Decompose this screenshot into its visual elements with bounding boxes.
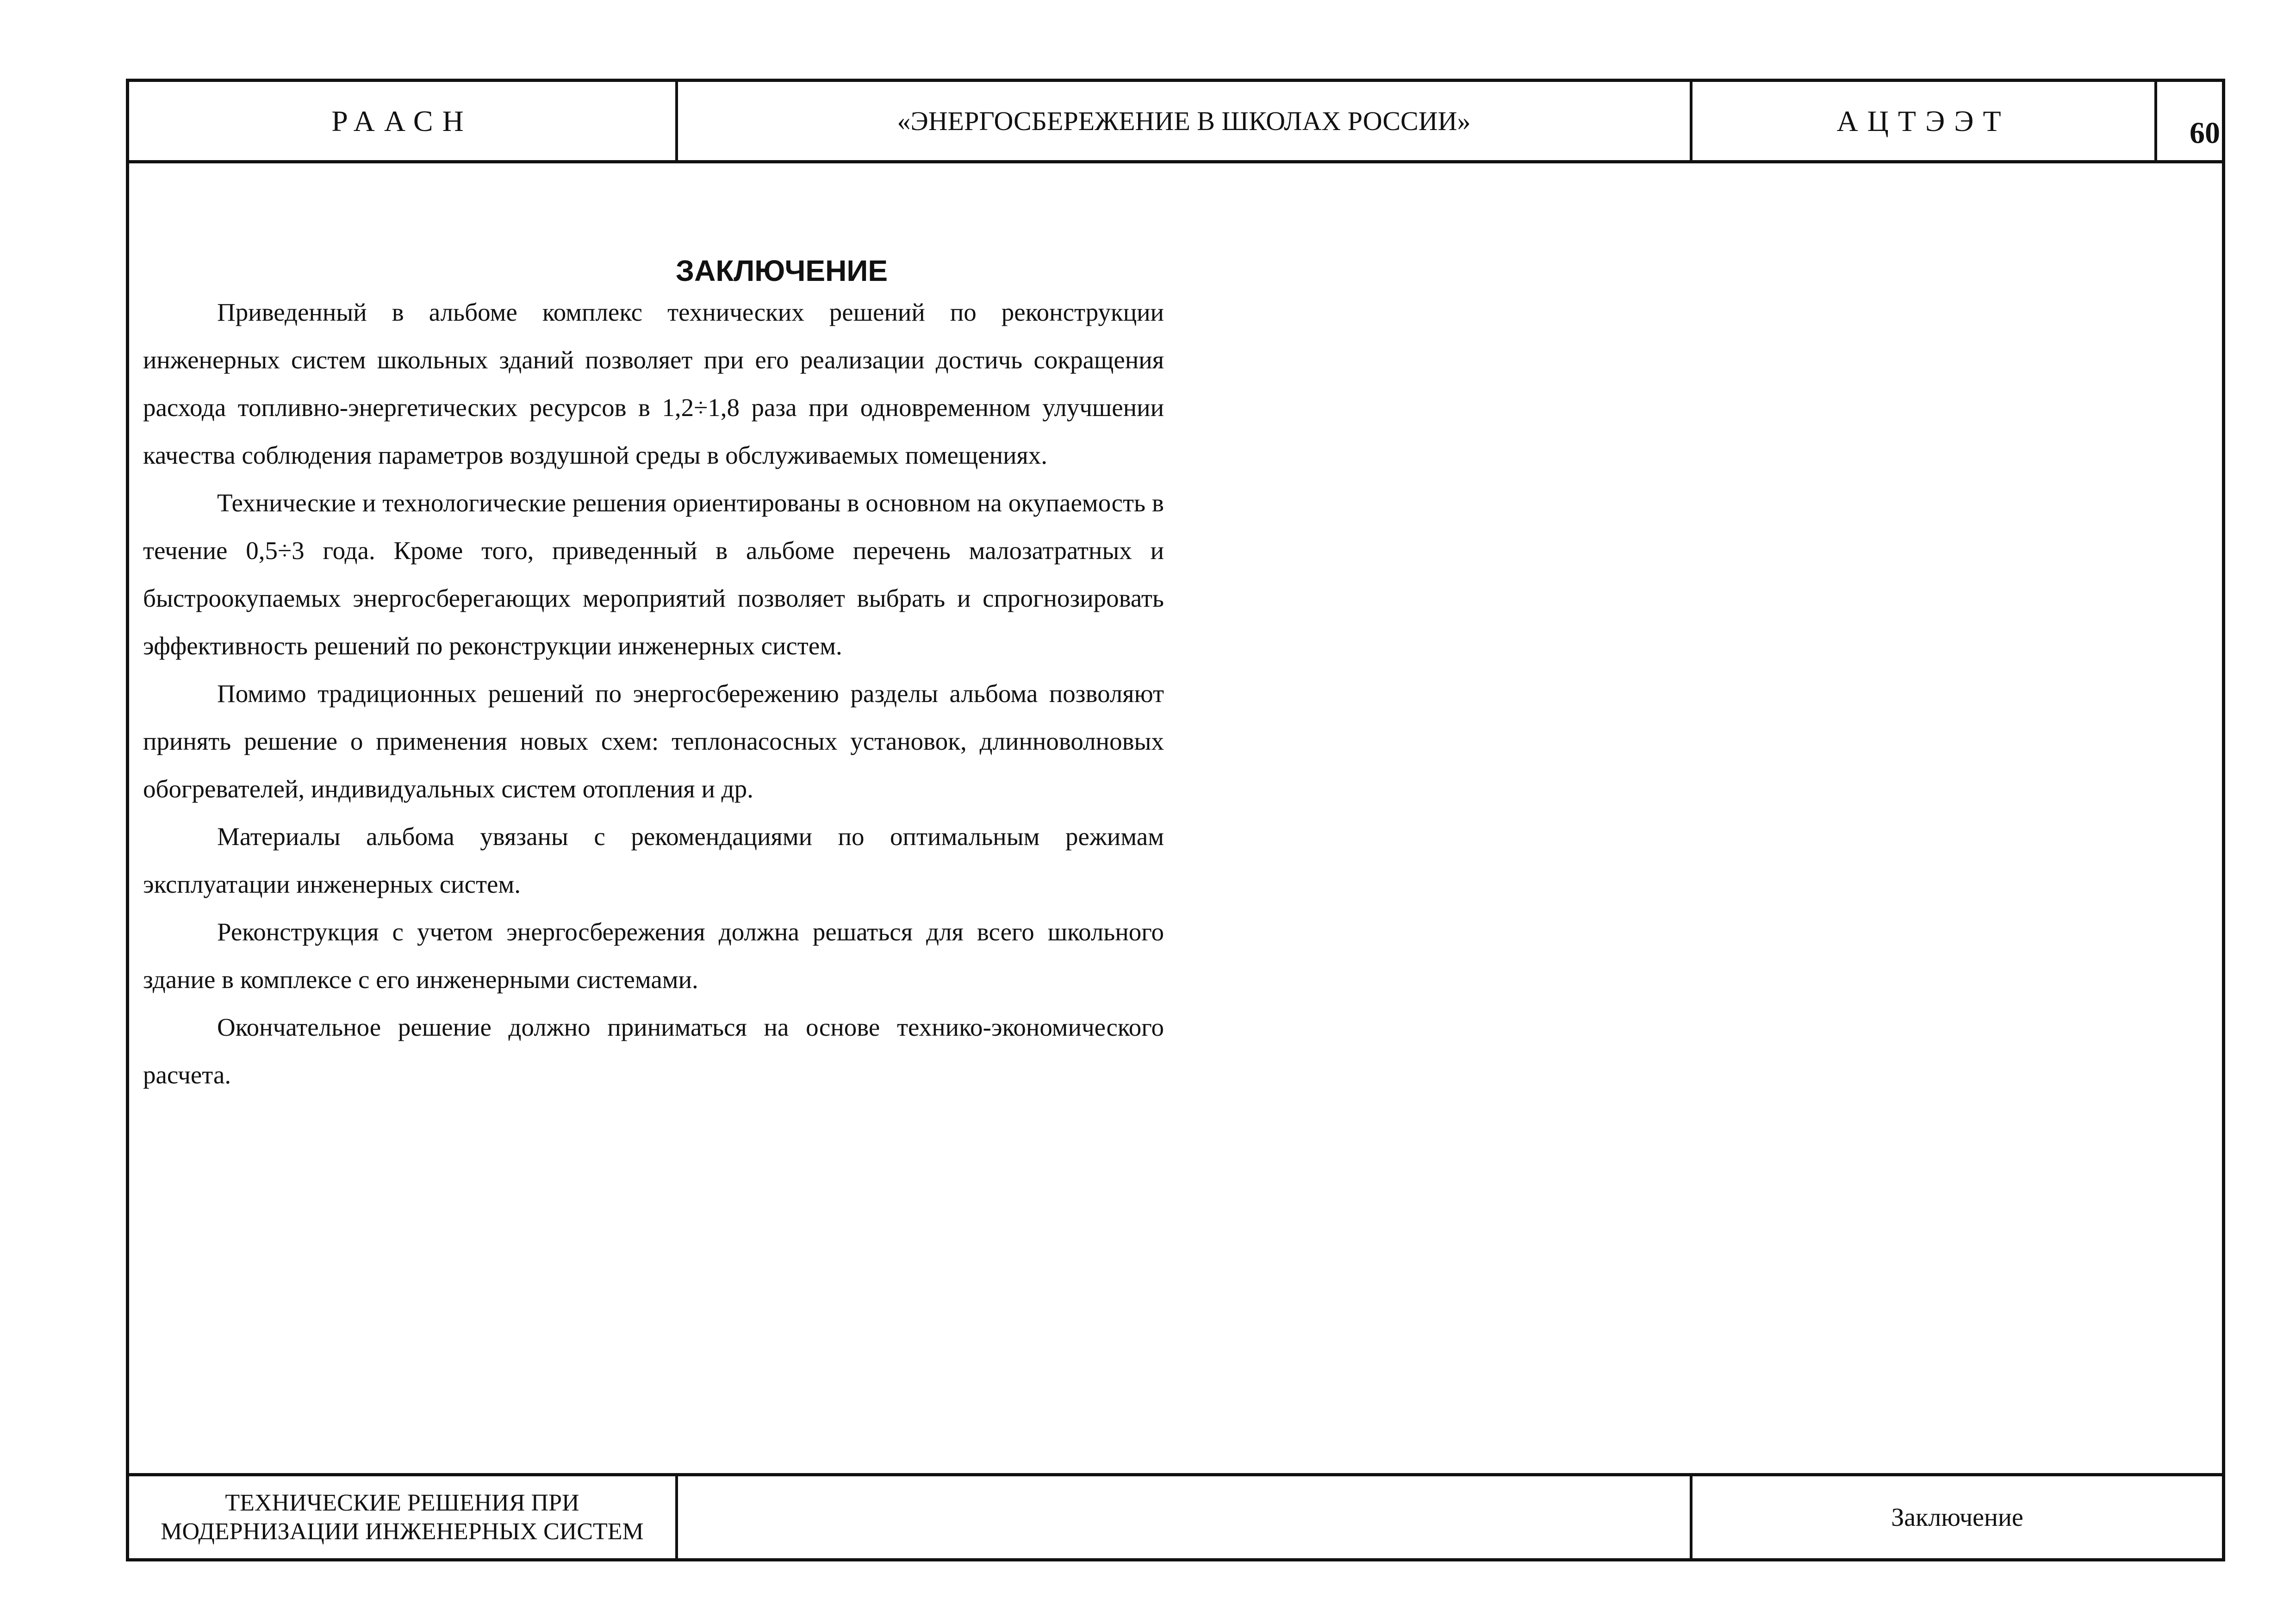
footer-middle-cell bbox=[678, 1476, 1692, 1558]
page-number-cell bbox=[2157, 82, 2222, 160]
body-text bbox=[143, 288, 1164, 1099]
footer-album-title bbox=[161, 1489, 644, 1546]
paragraph: Окончательное решение должно приниматься на основе технико-экономического расчета. bbox=[143, 1013, 1164, 1089]
header-org: РААСН bbox=[331, 104, 473, 137]
paragraph: Технические и технологические решения ориентированы в основном на окупаемость в течение 0,5÷3 года. Кроме того, приведенный в альбоме перечень малозатратных и быстроокупаемых энергосберегающих мероприятий позволяет выбрать и спрогнозировать эффективность решений по реконструкции инженерных систем. bbox=[143, 489, 1164, 660]
document-frame bbox=[126, 79, 2225, 1561]
header-center-cell bbox=[1692, 82, 2157, 160]
header-title: «ЭНЕРГОСБЕРЕЖЕНИЕ В ШКОЛАХ РОССИИ» bbox=[897, 106, 1471, 136]
footer-right-cell bbox=[1692, 1476, 2222, 1558]
section-heading: ЗАКЛЮЧЕНИЕ bbox=[676, 254, 888, 287]
header-org-cell bbox=[129, 82, 678, 160]
content-area bbox=[129, 163, 2222, 1475]
header-row bbox=[129, 82, 2222, 163]
footer-section-name: Заключение bbox=[1891, 1503, 2023, 1532]
footer-album-title-line1: ТЕХНИЧЕСКИЕ РЕШЕНИЯ ПРИ bbox=[225, 1489, 579, 1516]
paragraph: Реконструкция с учетом энергосбережения должна решаться для всего школьного здание в комплексе с его инженерными системами. bbox=[143, 918, 1164, 994]
header-center: АЦТЭЭТ bbox=[1836, 104, 2010, 137]
footer-album-title-line2: МОДЕРНИЗАЦИИ ИНЖЕНЕРНЫХ СИСТЕМ bbox=[161, 1518, 644, 1545]
page-number: 60 bbox=[2190, 116, 2220, 150]
header-title-cell bbox=[678, 82, 1692, 160]
paragraph: Помимо традиционных решений по энергосбережению разделы альбома позволяют принять решение о применения новых схем: теплонасосных установок, длинноволновых обогревателей, индивидуальных систем отопления и др. bbox=[143, 679, 1164, 803]
footer-left-cell bbox=[129, 1476, 678, 1558]
paragraph: Материалы альбома увязаны с рекомендациями по оптимальным режимам эксплуатации инженерных систем. bbox=[143, 822, 1164, 898]
footer-row bbox=[129, 1473, 2222, 1558]
paragraph: Приведенный в альбоме комплекс технических решений по реконструкции инженерных систем школьных зданий позволяет при его реализации достичь сокращения расхода топливно-энергетических ресурсов в 1,2÷1,8 раза при одновременном улучшении качества соблюдения параметров воздушной среды в обслуживаемых помещениях. bbox=[143, 298, 1164, 469]
